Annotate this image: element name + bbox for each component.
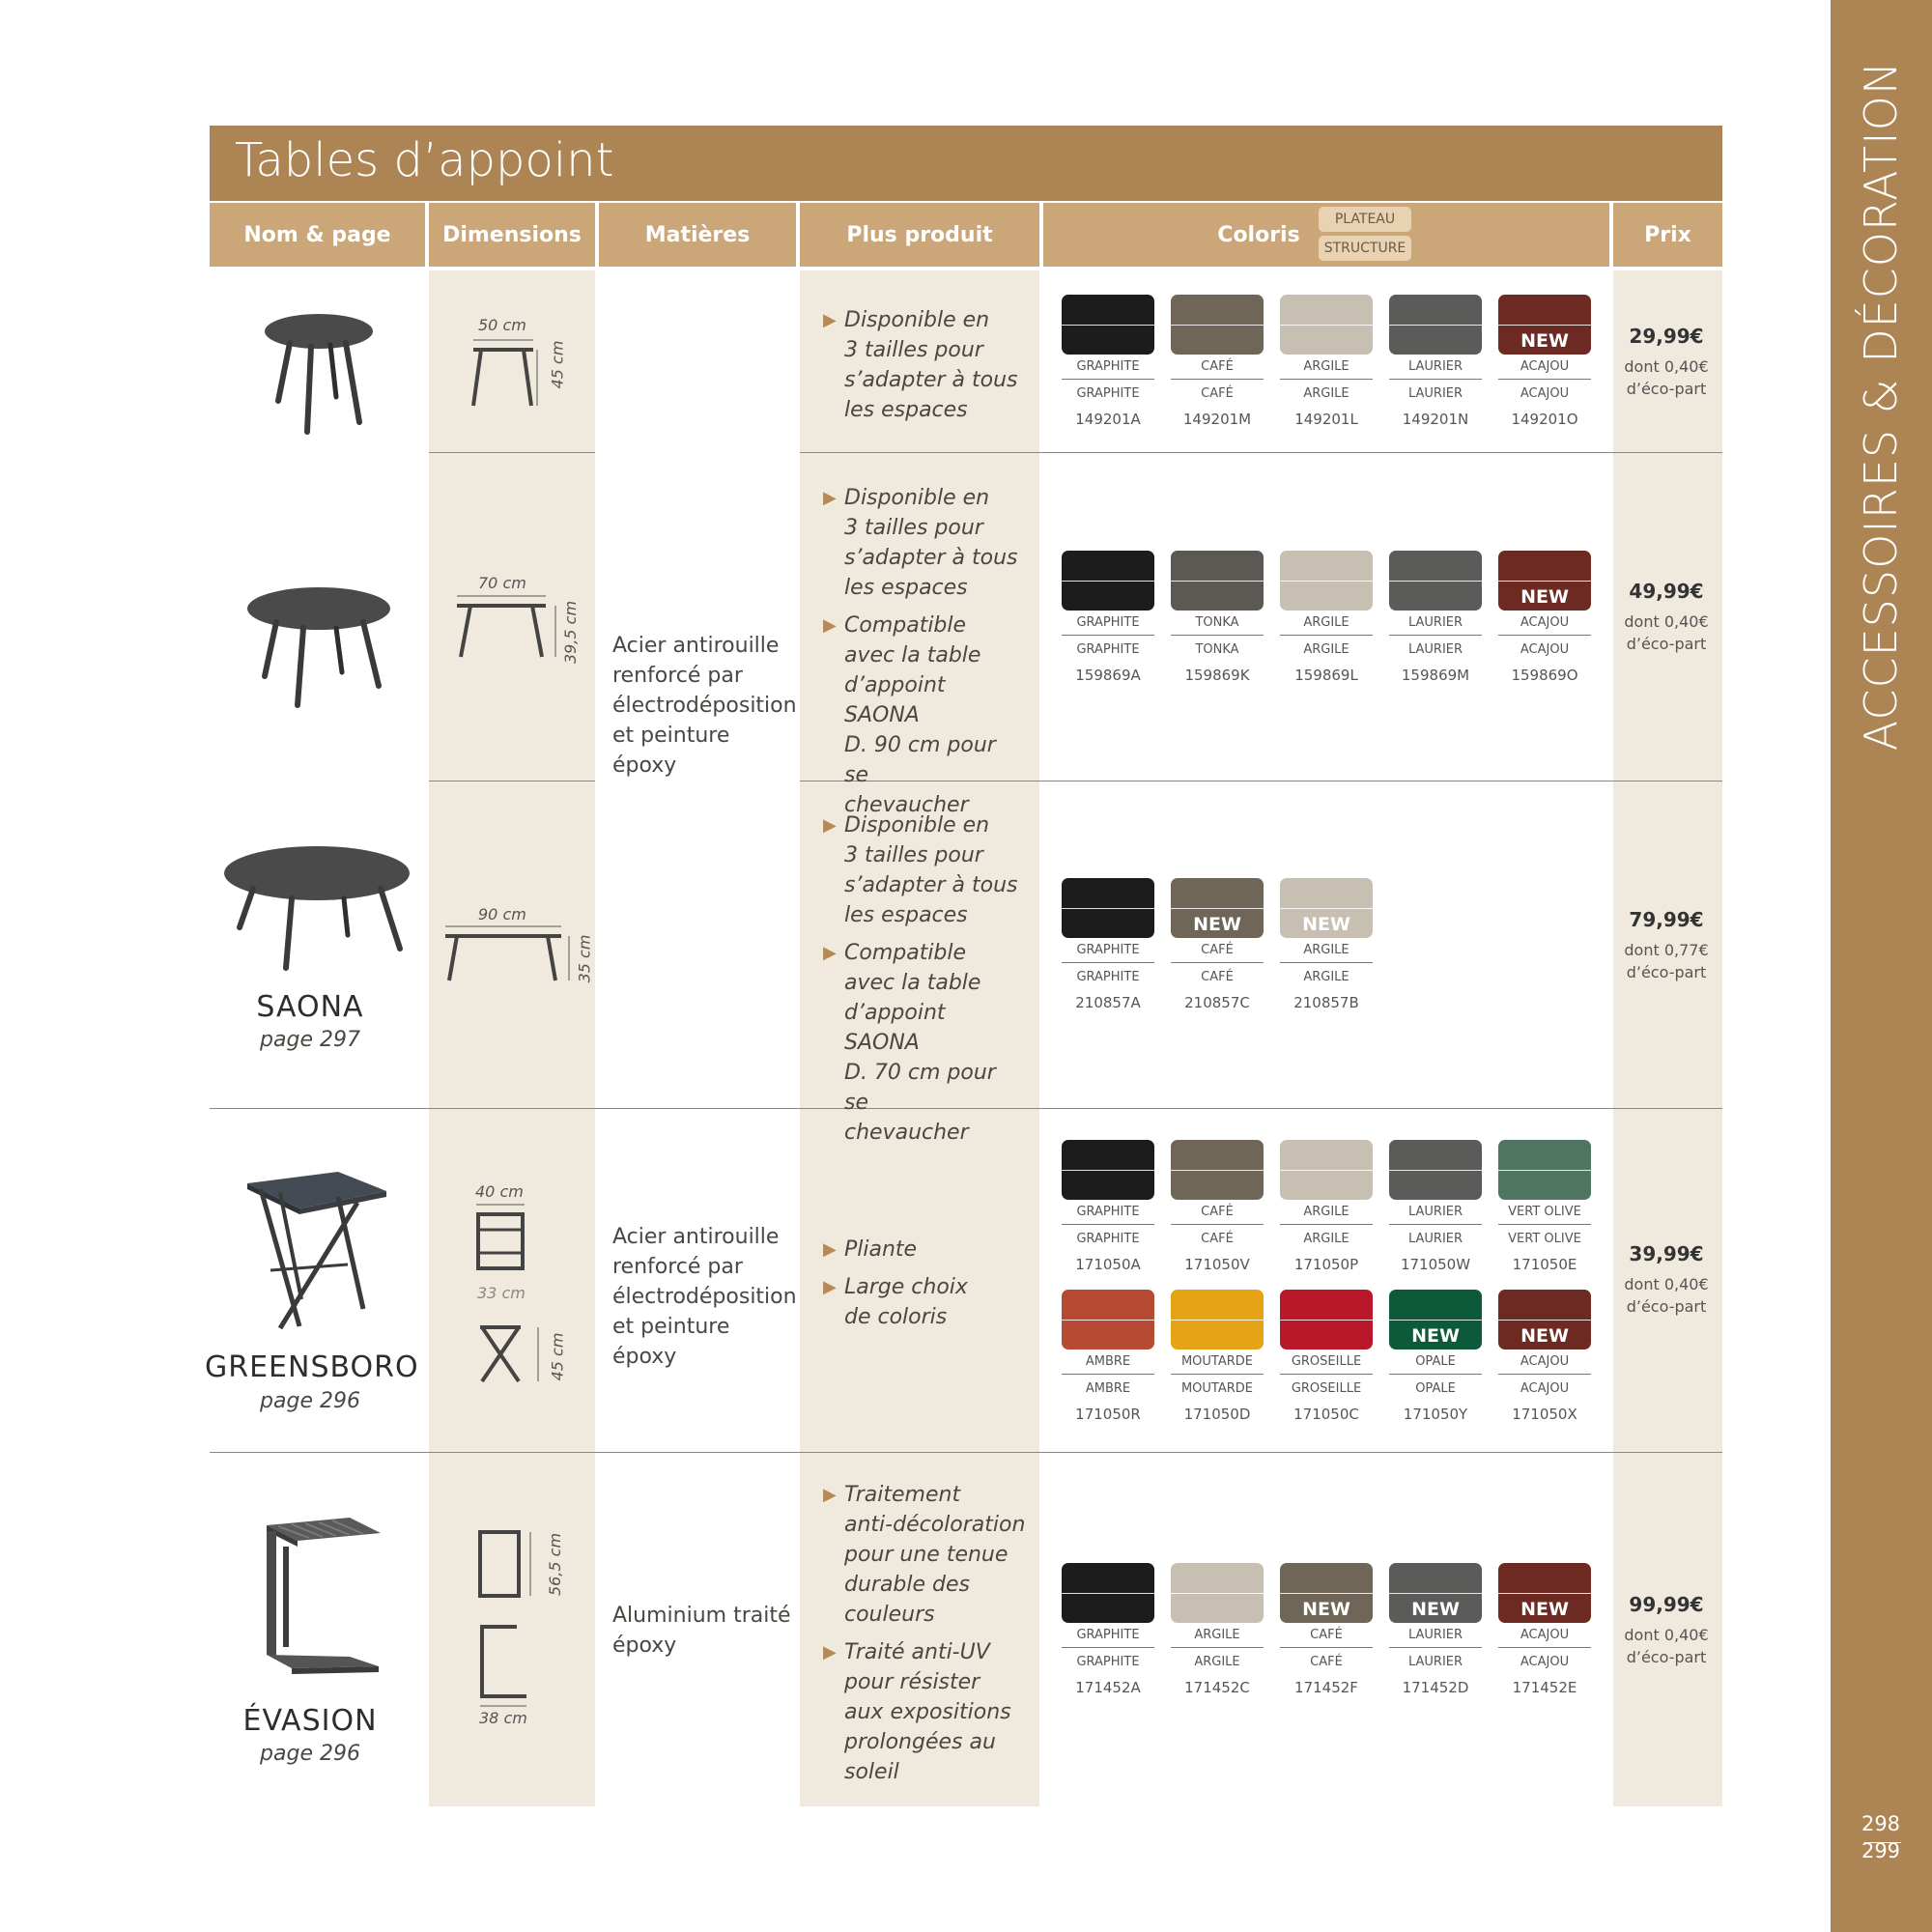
plus-bullet-text bbox=[844, 1235, 917, 1264]
product-code: 171452F bbox=[1294, 1679, 1358, 1696]
plus-bullet bbox=[823, 305, 1026, 425]
swatch-top-label: CAFÉ bbox=[1171, 1206, 1264, 1225]
bullet-triangle-icon: ▶ bbox=[823, 488, 837, 508]
color-swatch[interactable] bbox=[1389, 295, 1482, 355]
plus-bullet-line: D. 90 cm pour se bbox=[844, 733, 996, 787]
swatch-bottom-label: ARGILE bbox=[1303, 642, 1350, 657]
swatch-bottom-label: VERT OLIVE bbox=[1508, 1232, 1581, 1246]
swatch-divider bbox=[1498, 325, 1591, 326]
product-code: 210857C bbox=[1184, 994, 1250, 1011]
swatch-divider bbox=[1498, 581, 1591, 582]
product-page-greensboro: page 296 bbox=[260, 1389, 360, 1413]
legend-bottom-label: STRUCTURE bbox=[1319, 236, 1411, 261]
swatch-top-label: ACAJOU bbox=[1498, 1355, 1591, 1375]
color-swatch[interactable] bbox=[1062, 551, 1154, 611]
dim-width-label: 38 cm bbox=[479, 1709, 527, 1727]
plus-bullet-line: les espaces bbox=[844, 398, 968, 422]
swatch-divider bbox=[1171, 1593, 1264, 1594]
product-name-evasion: ÉVASION bbox=[242, 1704, 378, 1738]
color-swatch[interactable] bbox=[1280, 295, 1373, 355]
swatch-bottom-label: ARGILE bbox=[1303, 1232, 1350, 1246]
plus-bullet-line: s’adapter à tous bbox=[844, 546, 1018, 570]
plus-bullet-line: soleil bbox=[844, 1760, 899, 1784]
plus-bullet-line: anti-décoloration bbox=[844, 1513, 1026, 1537]
dim-depth-label: 33 cm bbox=[477, 1284, 526, 1302]
product-page-evasion: page 296 bbox=[260, 1742, 360, 1766]
plus-bullet-text bbox=[844, 1480, 1025, 1630]
plus-bullet-line: s’adapter à tous bbox=[844, 368, 1018, 392]
swatch-divider bbox=[1062, 325, 1154, 326]
color-swatch[interactable] bbox=[1498, 295, 1591, 355]
eco-participation bbox=[1613, 355, 1719, 400]
dimension-diagram bbox=[449, 594, 575, 667]
plus-bullet-text bbox=[844, 611, 1026, 820]
dim-width-label: 40 cm bbox=[475, 1182, 524, 1201]
swatch-top-label: LAURIER bbox=[1389, 616, 1482, 636]
plus-bullet-line: Traité anti-UV bbox=[844, 1640, 990, 1664]
color-swatch[interactable] bbox=[1280, 551, 1373, 611]
swatch-top-label: ARGILE bbox=[1280, 944, 1373, 963]
swatch-top-label: CAFÉ bbox=[1280, 1629, 1373, 1648]
dimension-diagram-side bbox=[469, 1623, 536, 1710]
plus-product-list bbox=[823, 483, 1026, 828]
color-swatch[interactable] bbox=[1280, 1140, 1373, 1200]
plus-bullet-line: avec la table bbox=[844, 643, 981, 668]
swatch-divider bbox=[1389, 581, 1482, 582]
swatch-bottom-label: ARGILE bbox=[1303, 386, 1350, 401]
swatch-divider bbox=[1498, 1170, 1591, 1171]
dim-width-label: 50 cm bbox=[478, 316, 526, 334]
plus-bullet-line: Disponible en bbox=[844, 486, 990, 510]
plus-bullet bbox=[823, 1272, 1026, 1332]
new-badge: NEW bbox=[1411, 1599, 1460, 1620]
swatch-divider bbox=[1280, 325, 1373, 326]
greensboro-table-image bbox=[242, 1164, 396, 1333]
swatch-bottom-label: MOUTARDE bbox=[1180, 1381, 1254, 1396]
saona-large-table-image bbox=[220, 842, 413, 978]
price-value: 49,99€ bbox=[1629, 580, 1704, 603]
swatch-top-label: AMBRE bbox=[1062, 1355, 1154, 1375]
color-swatch[interactable] bbox=[1389, 1140, 1482, 1200]
saona-small-table-image bbox=[251, 304, 386, 440]
color-swatch[interactable] bbox=[1062, 1290, 1154, 1350]
swatch-bottom-label: GROSEILLE bbox=[1291, 1381, 1362, 1396]
page-title: Tables d’appoint bbox=[235, 133, 614, 187]
product-code: 159869M bbox=[1401, 667, 1470, 684]
plus-bullet bbox=[823, 1637, 1026, 1787]
product-code: 171050P bbox=[1293, 1256, 1359, 1273]
plus-bullet-line: Large choix bbox=[844, 1275, 968, 1299]
swatch-bottom-label: LAURIER bbox=[1407, 642, 1463, 657]
column-header-materials: Matières bbox=[599, 203, 796, 267]
eco-line: dont 0,40€ bbox=[1624, 357, 1709, 376]
new-badge: NEW bbox=[1411, 1325, 1460, 1347]
plus-bullet-line: pour résister bbox=[844, 1670, 980, 1694]
swatch-bottom-label: ACAJOU bbox=[1520, 386, 1570, 401]
swatch-divider bbox=[1062, 908, 1154, 909]
swatch-bottom-label: LAURIER bbox=[1407, 1655, 1463, 1669]
dim-height-label: 39,5 cm bbox=[561, 600, 581, 665]
color-swatch[interactable] bbox=[1062, 1140, 1154, 1200]
swatch-bottom-label: CAFÉ bbox=[1201, 386, 1234, 401]
dim-height-label: 45 cm bbox=[548, 340, 567, 389]
swatch-divider bbox=[1171, 325, 1264, 326]
new-badge: NEW bbox=[1302, 914, 1350, 935]
product-code: 159869A bbox=[1075, 667, 1141, 684]
dim-height-label: 45 cm bbox=[548, 1332, 567, 1381]
eco-line: d’éco-part bbox=[1626, 963, 1707, 981]
swatch-divider bbox=[1062, 1320, 1154, 1321]
swatch-bottom-label: CAFÉ bbox=[1201, 970, 1234, 984]
product-code: 159869K bbox=[1184, 667, 1250, 684]
color-swatch[interactable] bbox=[1062, 295, 1154, 355]
color-swatch[interactable] bbox=[1171, 551, 1264, 611]
dim-height-label: 56,5 cm bbox=[546, 1532, 565, 1597]
plus-product-list bbox=[823, 1480, 1026, 1795]
color-swatch[interactable] bbox=[1171, 878, 1264, 938]
color-swatch[interactable] bbox=[1280, 878, 1373, 938]
swatch-bottom-label: CAFÉ bbox=[1201, 1232, 1234, 1246]
color-swatch[interactable] bbox=[1498, 1563, 1591, 1623]
row-divider bbox=[800, 452, 1722, 453]
new-badge: NEW bbox=[1302, 1599, 1350, 1620]
dim-width-label: 70 cm bbox=[478, 574, 526, 592]
dim-height-label: 35 cm bbox=[575, 934, 594, 983]
swatch-top-label: GROSEILLE bbox=[1280, 1355, 1373, 1375]
plus-bullet bbox=[823, 483, 1026, 603]
color-swatch[interactable] bbox=[1498, 1290, 1591, 1350]
product-name-saona: SAONA bbox=[256, 990, 364, 1024]
plus-bullet-line: D. 70 cm pour se bbox=[844, 1061, 996, 1115]
swatch-top-label: MOUTARDE bbox=[1171, 1355, 1264, 1375]
swatch-divider bbox=[1498, 1593, 1591, 1594]
plus-bullet-line: couleurs bbox=[844, 1603, 935, 1627]
new-badge: NEW bbox=[1520, 1325, 1569, 1347]
color-swatch[interactable] bbox=[1389, 1290, 1482, 1350]
color-swatch[interactable] bbox=[1389, 1563, 1482, 1623]
product-code: 149201N bbox=[1402, 411, 1469, 428]
plus-bullet-line: Compatible bbox=[844, 613, 967, 638]
plus-product-list bbox=[823, 810, 1026, 1155]
color-swatch[interactable] bbox=[1171, 295, 1264, 355]
plus-bullet-line: durable des bbox=[844, 1573, 971, 1597]
swatch-top-label: GRAPHITE bbox=[1062, 616, 1154, 636]
price-column-band bbox=[1613, 270, 1722, 1806]
product-code: 171050Y bbox=[1403, 1406, 1468, 1423]
product-code: 171050W bbox=[1400, 1256, 1471, 1273]
plus-bullet-line: chevaucher bbox=[844, 1121, 969, 1145]
color-swatch[interactable] bbox=[1389, 551, 1482, 611]
eco-line: d’éco-part bbox=[1626, 635, 1707, 653]
swatch-divider bbox=[1062, 1593, 1154, 1594]
color-swatch[interactable] bbox=[1171, 1290, 1264, 1350]
dimension-diagram bbox=[440, 924, 584, 987]
plus-bullet-line: d’appoint SAONA bbox=[844, 673, 946, 727]
swatch-top-label: GRAPHITE bbox=[1062, 1206, 1154, 1225]
column-header-dimensions: Dimensions bbox=[429, 203, 595, 267]
plus-product-list bbox=[823, 1235, 1026, 1340]
plus-bullet-text bbox=[844, 305, 1018, 425]
column-header-plus: Plus produit bbox=[800, 203, 1039, 267]
materials-text-evasion: Aluminium traité époxy bbox=[612, 1604, 791, 1658]
swatch-bottom-label: ACAJOU bbox=[1520, 1655, 1570, 1669]
bullet-triangle-icon: ▶ bbox=[823, 1485, 837, 1505]
plus-bullet-line: 3 tailles pour bbox=[844, 843, 983, 867]
color-swatch[interactable] bbox=[1280, 1290, 1373, 1350]
swatch-top-label: TONKA bbox=[1171, 616, 1264, 636]
plus-bullet-line: Compatible bbox=[844, 941, 967, 965]
eco-participation bbox=[1613, 611, 1719, 655]
plus-bullet-line: 3 tailles pour bbox=[844, 516, 983, 540]
materials-text-saona: Acier antirouille renforcé par électrodéposition et peinture époxy bbox=[612, 634, 797, 778]
eco-participation bbox=[1613, 1624, 1719, 1668]
plus-bullet bbox=[823, 810, 1026, 930]
eco-line: d’éco-part bbox=[1626, 1297, 1707, 1316]
swatch-top-label: ARGILE bbox=[1280, 1206, 1373, 1225]
new-badge: NEW bbox=[1193, 914, 1241, 935]
swatch-bottom-label: LAURIER bbox=[1407, 386, 1463, 401]
swatch-bottom-label: GRAPHITE bbox=[1076, 970, 1140, 984]
bullet-triangle-icon: ▶ bbox=[823, 1239, 837, 1260]
product-page-saona: page 297 bbox=[260, 1028, 360, 1052]
swatch-top-label: ACAJOU bbox=[1498, 1629, 1591, 1648]
color-swatch[interactable] bbox=[1171, 1563, 1264, 1623]
product-code: 171452C bbox=[1184, 1679, 1250, 1696]
product-code: 171050D bbox=[1183, 1406, 1251, 1423]
swatch-bottom-label: GRAPHITE bbox=[1076, 1655, 1140, 1669]
swatch-divider bbox=[1389, 1593, 1482, 1594]
swatch-divider bbox=[1062, 581, 1154, 582]
plus-bullet-line: aux expositions bbox=[844, 1700, 1011, 1724]
swatch-top-label: GRAPHITE bbox=[1062, 944, 1154, 963]
swatch-top-label: ACAJOU bbox=[1498, 616, 1591, 636]
eco-participation bbox=[1613, 939, 1719, 983]
new-badge: NEW bbox=[1520, 1599, 1569, 1620]
product-code: 159869L bbox=[1294, 667, 1358, 684]
swatch-divider bbox=[1389, 1170, 1482, 1171]
swatch-bottom-label: ARGILE bbox=[1194, 1655, 1240, 1669]
swatch-top-label: OPALE bbox=[1389, 1355, 1482, 1375]
plus-bullet-line: 3 tailles pour bbox=[844, 338, 983, 362]
row-divider bbox=[429, 452, 595, 453]
swatch-top-label: CAFÉ bbox=[1171, 360, 1264, 380]
plus-bullet-line: prolongées au bbox=[844, 1730, 996, 1754]
swatch-bottom-label: AMBRE bbox=[1085, 1381, 1131, 1396]
color-legend bbox=[1319, 207, 1411, 263]
plus-bullet-line: Disponible en bbox=[844, 813, 990, 838]
column-header-price: Prix bbox=[1613, 203, 1722, 267]
product-code: 171050A bbox=[1075, 1256, 1141, 1273]
swatch-top-label: ARGILE bbox=[1280, 616, 1373, 636]
plus-product-list bbox=[823, 305, 1026, 433]
legend-top-label: PLATEAU bbox=[1319, 207, 1411, 232]
eco-line: d’éco-part bbox=[1626, 380, 1707, 398]
product-code: 149201A bbox=[1075, 411, 1141, 428]
swatch-top-label: LAURIER bbox=[1389, 360, 1482, 380]
evasion-table-image bbox=[253, 1512, 388, 1676]
product-code: 171050V bbox=[1184, 1256, 1250, 1273]
dimension-diagram-top bbox=[469, 1203, 536, 1275]
saona-medium-table-image bbox=[242, 580, 396, 715]
product-code: 210857A bbox=[1075, 994, 1141, 1011]
eco-line: dont 0,40€ bbox=[1624, 1275, 1709, 1293]
plus-bullet-line: Traitement bbox=[844, 1483, 961, 1507]
dimension-diagram-side bbox=[469, 1321, 555, 1389]
color-swatch[interactable] bbox=[1062, 1563, 1154, 1623]
eco-participation bbox=[1613, 1273, 1719, 1318]
swatch-top-label: LAURIER bbox=[1389, 1206, 1482, 1225]
swatch-divider bbox=[1171, 581, 1264, 582]
swatch-top-label: ARGILE bbox=[1171, 1629, 1264, 1648]
product-name-greensboro: GREENSBORO bbox=[205, 1350, 419, 1384]
swatch-bottom-label: LAURIER bbox=[1407, 1232, 1463, 1246]
plus-bullet-line: de coloris bbox=[844, 1305, 948, 1329]
swatch-top-label: GRAPHITE bbox=[1062, 360, 1154, 380]
swatch-divider bbox=[1280, 1170, 1373, 1171]
plus-bullet-line: Disponible en bbox=[844, 308, 990, 332]
bullet-triangle-icon: ▶ bbox=[823, 1642, 837, 1662]
plus-bullet-line: chevaucher bbox=[844, 793, 969, 817]
price-value: 29,99€ bbox=[1629, 325, 1704, 348]
column-header-name: Nom & page bbox=[210, 203, 425, 267]
swatch-divider bbox=[1062, 1170, 1154, 1171]
swatch-top-label: ARGILE bbox=[1280, 360, 1373, 380]
bullet-triangle-icon: ▶ bbox=[823, 310, 837, 330]
swatch-divider bbox=[1171, 1320, 1264, 1321]
plus-bullet-line: les espaces bbox=[844, 903, 968, 927]
color-swatch[interactable] bbox=[1498, 551, 1591, 611]
swatch-divider bbox=[1171, 908, 1264, 909]
swatch-bottom-label: ACAJOU bbox=[1520, 1381, 1570, 1396]
swatch-bottom-label: ACAJOU bbox=[1520, 642, 1570, 657]
swatch-top-label: ACAJOU bbox=[1498, 360, 1591, 380]
swatch-top-label: GRAPHITE bbox=[1062, 1629, 1154, 1648]
product-code: 171050E bbox=[1512, 1256, 1577, 1273]
swatch-divider bbox=[1280, 1593, 1373, 1594]
price-value: 39,99€ bbox=[1629, 1242, 1704, 1265]
product-code: 171050X bbox=[1512, 1406, 1577, 1423]
section-title: ACCESSOIRES & DÉCORATION bbox=[1855, 60, 1907, 752]
page-number-left: 298 bbox=[1861, 1812, 1901, 1835]
eco-line: d’éco-part bbox=[1626, 1648, 1707, 1666]
swatch-top-label: LAURIER bbox=[1389, 1629, 1482, 1648]
product-code: 171452D bbox=[1402, 1679, 1469, 1696]
plus-bullet bbox=[823, 611, 1026, 820]
plus-bullet bbox=[823, 1480, 1026, 1630]
bullet-triangle-icon: ▶ bbox=[823, 943, 837, 963]
color-swatch[interactable] bbox=[1498, 1140, 1591, 1200]
plus-bullet-text bbox=[844, 1272, 968, 1332]
swatch-bottom-label: OPALE bbox=[1415, 1381, 1456, 1396]
product-code: 149201O bbox=[1511, 411, 1578, 428]
materials-text-greensboro: Acier antirouille renforcé par électrodéposition et peinture époxy bbox=[612, 1225, 797, 1369]
plus-bullet-line: d’appoint SAONA bbox=[844, 1001, 946, 1055]
plus-bullet-text bbox=[844, 810, 1018, 930]
product-code: 171050C bbox=[1293, 1406, 1359, 1423]
group-divider bbox=[210, 1452, 1722, 1453]
column-header-colors-label: Coloris bbox=[1217, 222, 1300, 247]
eco-line: dont 0,77€ bbox=[1624, 941, 1709, 959]
eco-line: dont 0,40€ bbox=[1624, 612, 1709, 631]
price-value: 79,99€ bbox=[1629, 908, 1704, 931]
page-number-right: 299 bbox=[1861, 1839, 1901, 1862]
color-swatch[interactable] bbox=[1171, 1140, 1264, 1200]
plus-bullet-line: avec la table bbox=[844, 971, 981, 995]
eco-line: dont 0,40€ bbox=[1624, 1626, 1709, 1644]
price-value: 99,99€ bbox=[1629, 1593, 1704, 1616]
swatch-bottom-label: CAFÉ bbox=[1310, 1655, 1343, 1669]
dim-width-label: 90 cm bbox=[478, 905, 526, 923]
plus-bullet-text bbox=[844, 1637, 1011, 1787]
swatch-divider bbox=[1498, 1320, 1591, 1321]
plus-bullet-line: pour une tenue bbox=[844, 1543, 1009, 1567]
product-code: 149201L bbox=[1294, 411, 1358, 428]
swatch-divider bbox=[1280, 1320, 1373, 1321]
product-code: 171452E bbox=[1512, 1679, 1577, 1696]
new-badge: NEW bbox=[1520, 330, 1569, 352]
plus-bullet-text bbox=[844, 483, 1018, 603]
product-code: 171452A bbox=[1075, 1679, 1141, 1696]
swatch-bottom-label: TONKA bbox=[1195, 642, 1239, 657]
color-swatch[interactable] bbox=[1062, 878, 1154, 938]
swatch-divider bbox=[1389, 325, 1482, 326]
swatch-divider bbox=[1280, 581, 1373, 582]
color-swatch[interactable] bbox=[1280, 1563, 1373, 1623]
swatch-divider bbox=[1389, 1320, 1482, 1321]
bullet-triangle-icon: ▶ bbox=[823, 615, 837, 636]
plus-bullet-line: Pliante bbox=[844, 1237, 918, 1262]
swatch-bottom-label: GRAPHITE bbox=[1076, 386, 1140, 401]
swatch-top-label: CAFÉ bbox=[1171, 944, 1264, 963]
product-code: 171050R bbox=[1075, 1406, 1141, 1423]
dimension-diagram-front bbox=[469, 1526, 555, 1604]
swatch-bottom-label: GRAPHITE bbox=[1076, 642, 1140, 657]
swatch-divider bbox=[1280, 908, 1373, 909]
product-code: 149201M bbox=[1182, 411, 1252, 428]
plus-bullet-line: s’adapter à tous bbox=[844, 873, 1018, 897]
swatch-top-label: VERT OLIVE bbox=[1498, 1206, 1591, 1225]
swatch-bottom-label: ARGILE bbox=[1303, 970, 1350, 984]
product-code: 159869O bbox=[1511, 667, 1578, 684]
product-code: 210857B bbox=[1293, 994, 1359, 1011]
plus-bullet bbox=[823, 1235, 1026, 1264]
new-badge: NEW bbox=[1520, 586, 1569, 608]
bullet-triangle-icon: ▶ bbox=[823, 815, 837, 836]
bullet-triangle-icon: ▶ bbox=[823, 1277, 837, 1297]
swatch-divider bbox=[1171, 1170, 1264, 1171]
plus-bullet bbox=[823, 938, 1026, 1148]
plus-bullet-line: les espaces bbox=[844, 576, 968, 600]
plus-bullet-text bbox=[844, 938, 1026, 1148]
swatch-bottom-label: GRAPHITE bbox=[1076, 1232, 1140, 1246]
